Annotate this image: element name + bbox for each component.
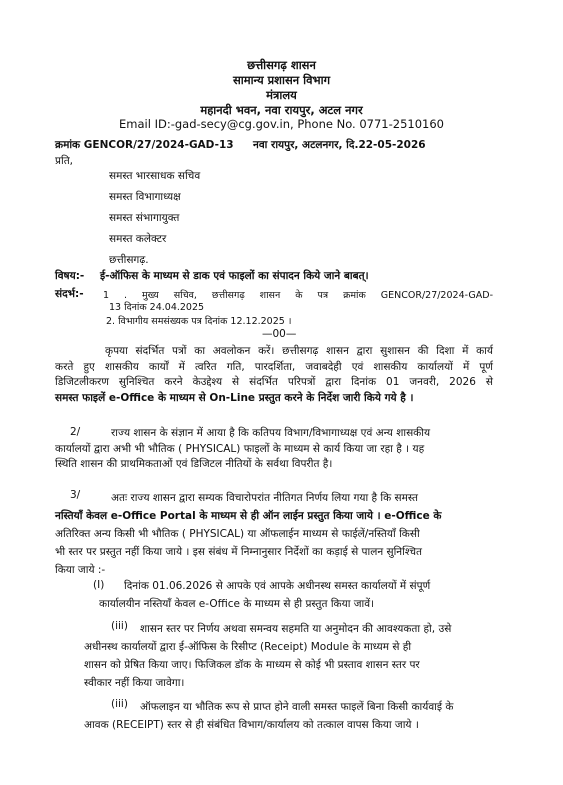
subject-label: विषय:- [55,270,85,282]
header-office: मंत्रालय [266,88,297,102]
reference-item-2: 2. विभागीय समसंख्यक पत्र दिनांक 12.12.2025 । [106,316,292,327]
point-3-line: ऑफलाइन या भौतिक रूप से प्राप्त होने वाली समस्त फाइलें बिना किसी कार्यवाई के [140,701,454,713]
para3-line: भी स्तर पर प्रस्तुत नहीं किया जाये । इस संबंध में निम्नानुसार निर्देशों का कड़ाई से पालन सुनिश्चित [55,546,422,558]
para3-line: अतिरिक्त अन्य किसी भी भौतिक ( PHYSICAL) या ऑफलाईन माध्यम से फाईलें/नस्तियाँ किसी [55,528,420,540]
reference-item-1-line2: 13 दिनांक 24.04.2025 [109,302,205,313]
recipient-item: समस्त भारसाधक सचिव [109,170,201,182]
point-3-line: आवक (RECEIPT) स्तर से ही संबंधित विभाग/कार्यालय को तत्काल वापस किया जाये । [84,719,419,731]
para3-number: 3/ [70,489,81,501]
recipient-item: समस्त कलेक्टर [109,233,167,245]
para3-line: अतः राज्य शासन द्वारा सम्यक विचारोपरांत नीतिगत निर्णय लिया गया है कि समस्त [111,492,418,504]
point-1-marker: (I) [93,579,105,591]
to-label: प्रति, [55,155,74,167]
para3-line: नस्तियाँ केवल e-Office Portal के माध्यम से ही ऑन लाईन प्रस्तुत किया जाये । e-Office के [55,510,442,522]
header-address: महानदी भवन, नवा रायपुर, अटल नगर [200,103,363,117]
para2-line: कार्यालयों द्वारा अभी भी भौतिक ( PHYSICAL) फाइलों के माध्यम से कार्य किया जा रहा है । यह [55,442,425,455]
header-contact: Email ID:-gad-secy@cg.gov.in, Phone No. 0771-2510160 [119,117,444,131]
point-2-line: शासन स्तर पर निर्णय अथवा समन्वय सहमति या अनुमोदन की आवश्यकता हो, उसे [140,623,452,635]
point-1-line2: कार्यालयीन नस्तियाँ केवल e-Office के माध्यम से ही प्रस्तुत किया जावें। [99,598,375,610]
letter-place-date: नवा रायपुर, अटलनगर, दि.22-05-2026 [253,139,426,151]
point-1-line1: दिनांक 01.06.2026 से आपके एवं आपके अधीनस्थ समस्त कार्यालयों में संपूर्ण [124,580,431,592]
point-3-body [84,698,494,734]
subject-text: ई-ऑफिस के माध्यम से डाक एवं फाइलों का संपादन किये जाने बाबत्। [100,270,369,282]
point-2-line: स्वीकार नहीं किया जावेगा। [84,677,185,689]
point-2-marker: (iii) [111,620,128,632]
point-2-line: शासन को प्रेषित किया जाए। फिजिकल डॉक के माध्यम से कोई भी प्रस्ताव शासन स्तर पर [84,659,420,671]
para3-line: किया जाये :- [55,564,106,576]
paragraph-3 [55,489,493,579]
recipient-item: छत्तीसगढ़. [109,254,149,266]
paragraph-2 [55,426,493,473]
para1-line: डिजिटलीकरण सुनिश्चित करने केउद्देश्य से संदर्भित परिपत्रों द्वारा दिनांक 01 जनवरी, 2026 से [55,376,493,388]
letter-number: क्रमांक GENCOR/27/2024-GAD-13 [55,139,234,151]
para2-line: राज्य शासन के संज्ञान में आया है कि कतिपय विभाग/विभागाध्यक्ष एवं अन्य शासकीय [111,427,431,439]
recipient-item: समस्त विभागाध्यक्ष [109,191,181,203]
point-3-marker: (iii) [111,698,128,710]
para2-number: 2/ [70,426,81,438]
references-label: संदर्भ:- [55,288,84,300]
header-govt: छत्तीसगढ़ शासन [247,58,316,72]
point-2-body [84,620,494,692]
paragraph-1 [55,344,493,406]
divider-mark: —00— [262,328,297,340]
para1-line: समस्त फाइलें e-Office के माध्यम से On-Line प्रस्तुत करने के निर्देश जारी किये गये है । [55,391,414,404]
recipient-item: समस्त संभागायुक्त [109,212,180,224]
para1-line: कृपया संदर्भित पत्रों का अवलोकन करें। छत्तीसगढ़ शासन द्वारा सुशासन की दिशा में कार्य [105,345,493,357]
para2-line: स्थिति शासन की प्राथमिकताओं एवं डिजिटल नीतियों के सर्वथा विपरीत है। [55,458,333,470]
reference-item-1-line1: 1 . मुख्य सचिव, छत्तीसगढ़ शासन के पत्र क्रमांक GENCOR/27/2024-GAD- [103,290,493,301]
para1-line: करते हुए शासकीय कार्यों में त्वरित गति, पारदर्शिता, जवाबदेही एवं शासकीय कार्यालयों में पूर्ण [55,360,493,373]
point-2-line: अधीनस्थ कार्यालयों द्वारा ई-ऑफिस के रिसीप्ट (Receipt) Module के माध्यम से ही [84,641,412,653]
header-department: सामान्य प्रशासन विभाग [232,73,331,87]
